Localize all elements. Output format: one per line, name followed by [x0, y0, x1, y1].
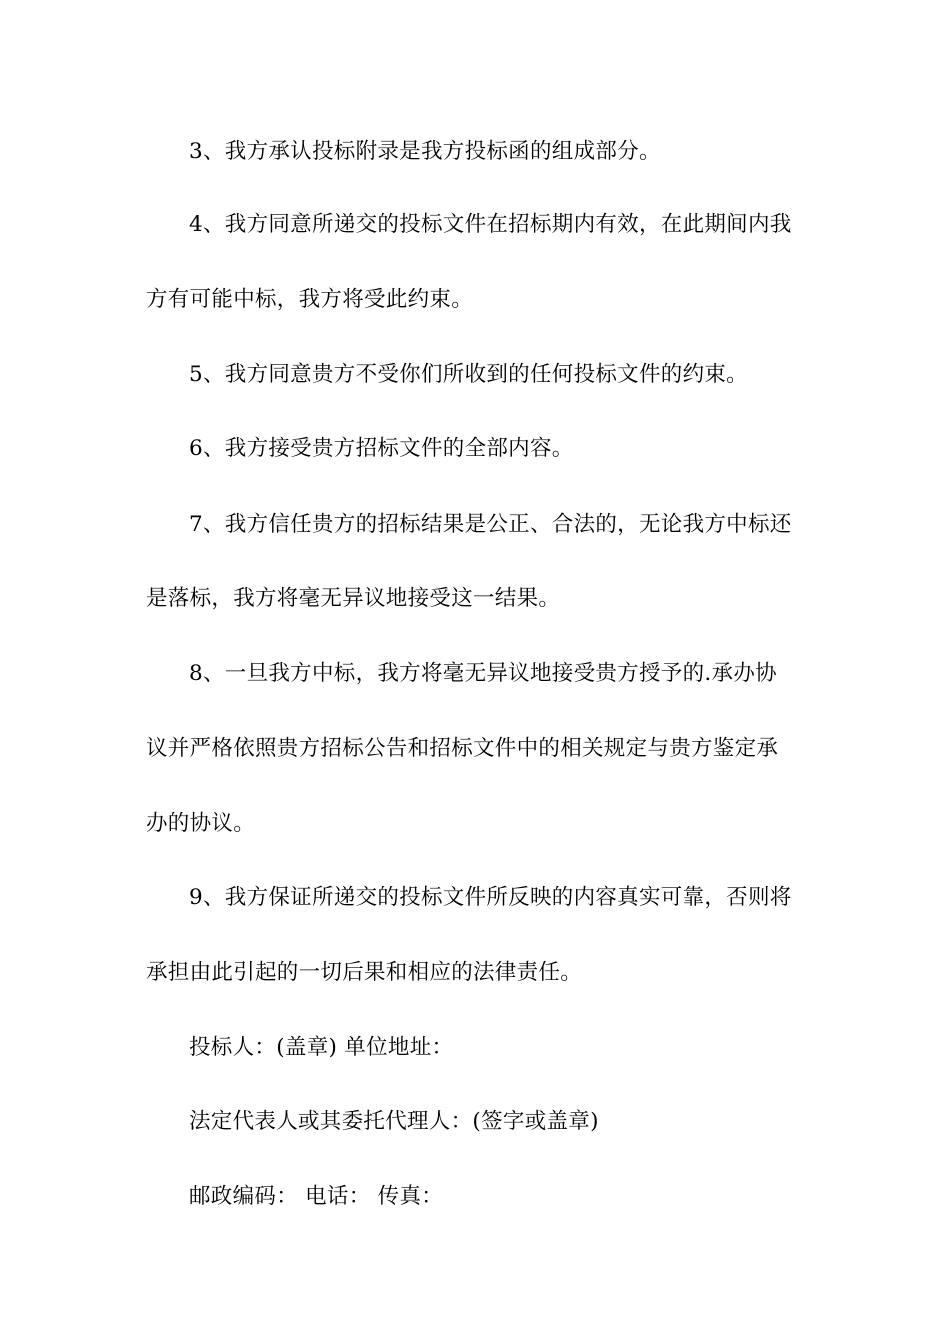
paragraph-8-line-1: 8、一旦我方中标，我方将毫无异议地接受贵方授予的.承办协 [189, 661, 777, 686]
paragraph-9-line-2: 承担由此引起的一切后果和相应的法律责任。 [146, 960, 583, 985]
paragraph-7-line-1: 7、我方信任贵方的招标结果是公正、合法的，无论我方中标还 [189, 512, 792, 537]
postal-phone-fax-line: 邮政编码： 电话： 传真： [189, 1184, 444, 1209]
paragraph-8-line-2: 议并严格依照贵方招标公告和招标文件中的相关规定与贵方鉴定承 [146, 736, 779, 761]
paragraph-4-line-2: 方有可能中标，我方将受此约束。 [146, 287, 474, 312]
paragraph-9-line-1: 9、我方保证所递交的投标文件所反映的内容真实可靠，否则将 [189, 885, 792, 910]
paragraph-7-line-2: 是落标，我方将毫无异议地接受这一结果。 [146, 586, 561, 611]
paragraph-4-line-1: 4、我方同意所递交的投标文件在招标期内有效，在此期间内我 [189, 212, 792, 237]
bidder-address-line: 投标人：(盖章) 单位地址： [189, 1035, 454, 1060]
paragraph-5-line-1: 5、我方同意贵方不受你们所收到的任何投标文件的约束。 [189, 362, 748, 387]
legal-representative-line: 法定代表人或其委托代理人：(签字或盖章) [189, 1109, 599, 1134]
paragraph-8-line-3: 办的协议。 [146, 811, 256, 836]
paragraph-3-line-1: 3、我方承认投标附录是我方投标函的组成部分。 [189, 139, 661, 164]
paragraph-6-line-1: 6、我方接受贵方招标文件的全部内容。 [189, 436, 574, 461]
